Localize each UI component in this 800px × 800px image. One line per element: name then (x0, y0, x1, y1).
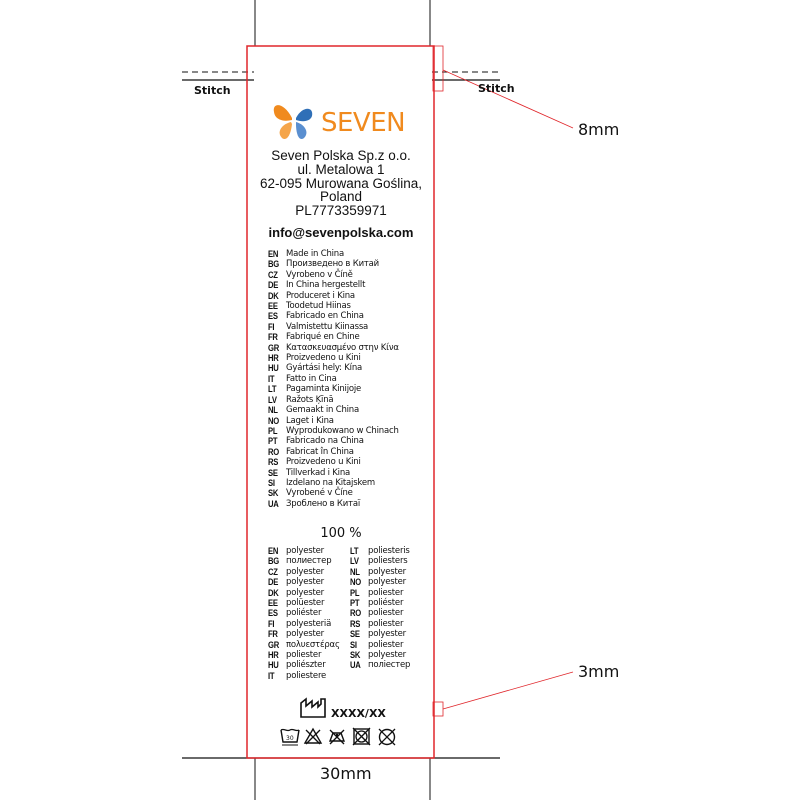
list-item-text: Произведено в Китай (286, 259, 379, 270)
list-item-text: poliestere (286, 670, 327, 681)
list-item (268, 374, 399, 384)
contact-email: info@sevenpolska.com (268, 225, 414, 240)
language-code: SK (268, 488, 279, 499)
list-item-text: πολυεστέρας (286, 639, 340, 650)
list-item (268, 671, 340, 681)
language-code: RO (350, 608, 361, 619)
list-item (268, 384, 399, 394)
stitch-label-right: Stitch (478, 82, 515, 95)
list-item (268, 395, 399, 405)
language-code: PL (268, 425, 278, 436)
language-code: EE (268, 301, 278, 312)
list-item-text: polyesteriä (286, 618, 332, 629)
list-item (268, 353, 399, 363)
list-item-text: Fabricado na China (286, 436, 364, 447)
language-code: NL (268, 405, 278, 416)
list-item-text: Vyrobeno v Číně (286, 269, 353, 280)
composition-percent: 100 % (320, 526, 362, 541)
list-item (268, 660, 340, 670)
address-line-1: Seven Polska Sp.z o.o. (271, 148, 411, 163)
list-item (268, 259, 399, 269)
language-code: EE (268, 598, 278, 609)
language-code: HR (268, 353, 279, 364)
list-item (268, 608, 340, 618)
language-code: DK (268, 587, 279, 598)
language-code: PT (350, 598, 360, 609)
language-code: ES (268, 311, 278, 322)
do-not-bleach-icon (305, 729, 321, 744)
list-item-text: полиестер (286, 556, 332, 567)
list-item (350, 567, 410, 577)
address-line-3: 62-095 Murowana Goślina, (259, 176, 423, 191)
dimension-width: 30mm (320, 764, 372, 783)
list-item (268, 343, 399, 353)
address-line-5: PL7773359971 (295, 203, 387, 218)
list-item (268, 436, 399, 446)
list-item (268, 301, 399, 311)
list-item-text: poliéster (368, 598, 404, 609)
list-item (268, 598, 340, 608)
list-item-text: poliester (368, 587, 404, 598)
list-item (268, 588, 340, 598)
list-item-text: Izdelano na Kitajskem (286, 477, 375, 488)
list-item (268, 416, 399, 426)
language-code: DE (268, 280, 279, 291)
materials-left-column (268, 546, 340, 681)
list-item-text: Fatto in Cina (286, 373, 337, 384)
list-item-text: Tillverkad i Kina (286, 467, 351, 478)
language-code: UA (350, 660, 361, 671)
language-code: SE (350, 629, 360, 640)
language-code: PL (350, 587, 360, 598)
list-item-text: Valmistettu Kiinassa (286, 321, 369, 332)
list-item-text: Κατασκευασμένο στην Κίνα (286, 342, 399, 353)
language-code: FI (268, 618, 275, 629)
list-item-text: poliester (368, 608, 404, 619)
language-code: SI (268, 477, 275, 488)
language-code: HU (268, 660, 279, 671)
list-item-text: Pagaminta Kinijoje (286, 384, 362, 395)
list-item (268, 363, 399, 373)
list-item (350, 660, 410, 670)
language-code: FR (268, 629, 278, 640)
list-item (268, 499, 399, 509)
list-item (268, 619, 340, 629)
language-code: LT (268, 384, 277, 395)
language-code: HU (268, 363, 279, 374)
language-code: EN (268, 546, 279, 556)
do-not-tumble-dry-icon (330, 730, 344, 744)
butterfly-logo-icon (270, 96, 318, 144)
language-code: CZ (268, 566, 278, 577)
language-code: EN (268, 249, 279, 259)
list-item-text: polyester (286, 587, 324, 598)
list-item (268, 556, 340, 566)
list-item-text: Gyártási hely: Kína (286, 363, 363, 374)
language-code: LV (268, 394, 277, 405)
address-line-4: Poland (319, 189, 363, 204)
language-code: PT (268, 436, 278, 447)
list-item (350, 640, 410, 650)
list-item-text: Toodetud Hiinas (286, 301, 351, 312)
list-item-text: polyester (368, 577, 406, 588)
list-item-text: In China hergestellt (286, 280, 366, 291)
language-code: FR (268, 332, 278, 343)
list-item-text: polyester (286, 629, 324, 640)
do-not-dry-clean-icon (379, 729, 395, 745)
list-item (350, 556, 410, 566)
list-item (350, 577, 410, 587)
list-item-text: Proizvedeno u Kini (286, 457, 361, 468)
list-item (268, 577, 340, 587)
language-code: FI (268, 321, 275, 332)
language-code: RS (268, 457, 279, 468)
list-item-text: Proizvedeno u Kini (286, 353, 361, 364)
language-code: ES (268, 608, 278, 619)
dimension-top-margin: 8mm (578, 120, 620, 139)
list-item-text: poliester (368, 639, 404, 650)
batch-code: XXXX/XX (331, 707, 386, 720)
brand-name: SEVEN (321, 108, 406, 138)
language-code: NO (268, 415, 279, 426)
list-item-text: Fabriqué en Chine (286, 332, 360, 343)
language-code: SK (350, 650, 361, 661)
language-code: IT (268, 373, 275, 384)
language-code: BG (268, 556, 279, 567)
list-item (268, 457, 399, 467)
list-item-text: poliesteris (368, 546, 410, 556)
list-item (350, 608, 410, 618)
language-code: BG (268, 259, 279, 270)
language-code: UA (268, 498, 279, 509)
list-item-text: polyester (368, 566, 406, 577)
list-item (268, 488, 399, 498)
list-item (268, 291, 399, 301)
list-item (268, 270, 399, 280)
list-item-text: Made in China (286, 249, 344, 259)
list-item-text: poliéster (286, 608, 322, 619)
list-item-text: Gemaakt in China (286, 405, 360, 416)
list-item-text: poliesters (368, 556, 408, 567)
list-item-text: polyester (286, 566, 324, 577)
dimension-bottom-margin: 3mm (578, 662, 620, 681)
list-item (350, 650, 410, 660)
care-symbols (279, 726, 405, 748)
list-item-text: Produceret i Kina (286, 290, 355, 301)
list-item-text: polyester (286, 546, 324, 556)
language-code: GR (268, 342, 279, 353)
list-item (268, 478, 399, 488)
list-item (268, 405, 399, 415)
language-code: SE (268, 467, 278, 478)
address-line-2: ul. Metalowa 1 (297, 162, 385, 177)
list-item-text: Laget i Kina (286, 415, 334, 426)
list-item-text: Зроблено в Китаї (286, 498, 361, 509)
language-code: IT (268, 670, 275, 681)
list-item (350, 629, 410, 639)
list-item-text: поліестер (368, 660, 411, 671)
materials-right-column (350, 546, 410, 671)
list-item (268, 546, 340, 556)
list-item-text: Fabricat în China (286, 446, 354, 457)
list-item (268, 332, 399, 342)
list-item (268, 426, 399, 436)
list-item (350, 588, 410, 598)
list-item (268, 640, 340, 650)
origin-list (268, 249, 399, 509)
manufacturer-factory-icon (299, 697, 327, 719)
list-item-text: Ražots Ķīnā (286, 394, 334, 405)
list-item-text: polyester (368, 650, 406, 661)
list-item-text: polüester (286, 598, 325, 609)
language-code: NO (350, 577, 361, 588)
language-code: RS (350, 618, 361, 629)
stitch-label-left: Stitch (194, 84, 231, 97)
language-code: LT (350, 546, 359, 556)
list-item (268, 322, 399, 332)
list-item (268, 567, 340, 577)
list-item (268, 249, 399, 259)
language-code: SI (350, 639, 357, 650)
language-code: HR (268, 650, 279, 661)
language-code: LV (350, 556, 359, 567)
language-code: NL (350, 566, 360, 577)
list-item (268, 280, 399, 290)
list-item-text: poliester (286, 650, 322, 661)
list-item-text: Fabricado en China (286, 311, 364, 322)
list-item (268, 447, 399, 457)
wash-30-gentle-icon (281, 729, 299, 745)
list-item (350, 598, 410, 608)
list-item-text: poliester (368, 618, 404, 629)
list-item (268, 629, 340, 639)
list-item-text: Wyprodukowano w Chinach (286, 425, 399, 436)
list-item-text: poliészter (286, 660, 326, 671)
list-item (350, 546, 410, 556)
list-item-text: Vyrobené v Číne (286, 488, 353, 499)
list-item (268, 311, 399, 321)
language-code: RO (268, 446, 279, 457)
list-item (268, 468, 399, 478)
do-not-iron-icon (353, 728, 370, 745)
language-code: DK (268, 290, 279, 301)
list-item (350, 619, 410, 629)
list-item-text: polyester (368, 629, 406, 640)
list-item (268, 650, 340, 660)
language-code: DE (268, 577, 279, 588)
list-item-text: polyester (286, 577, 324, 588)
language-code: GR (268, 639, 279, 650)
language-code: CZ (268, 269, 278, 280)
svg-text:30: 30 (286, 735, 294, 742)
